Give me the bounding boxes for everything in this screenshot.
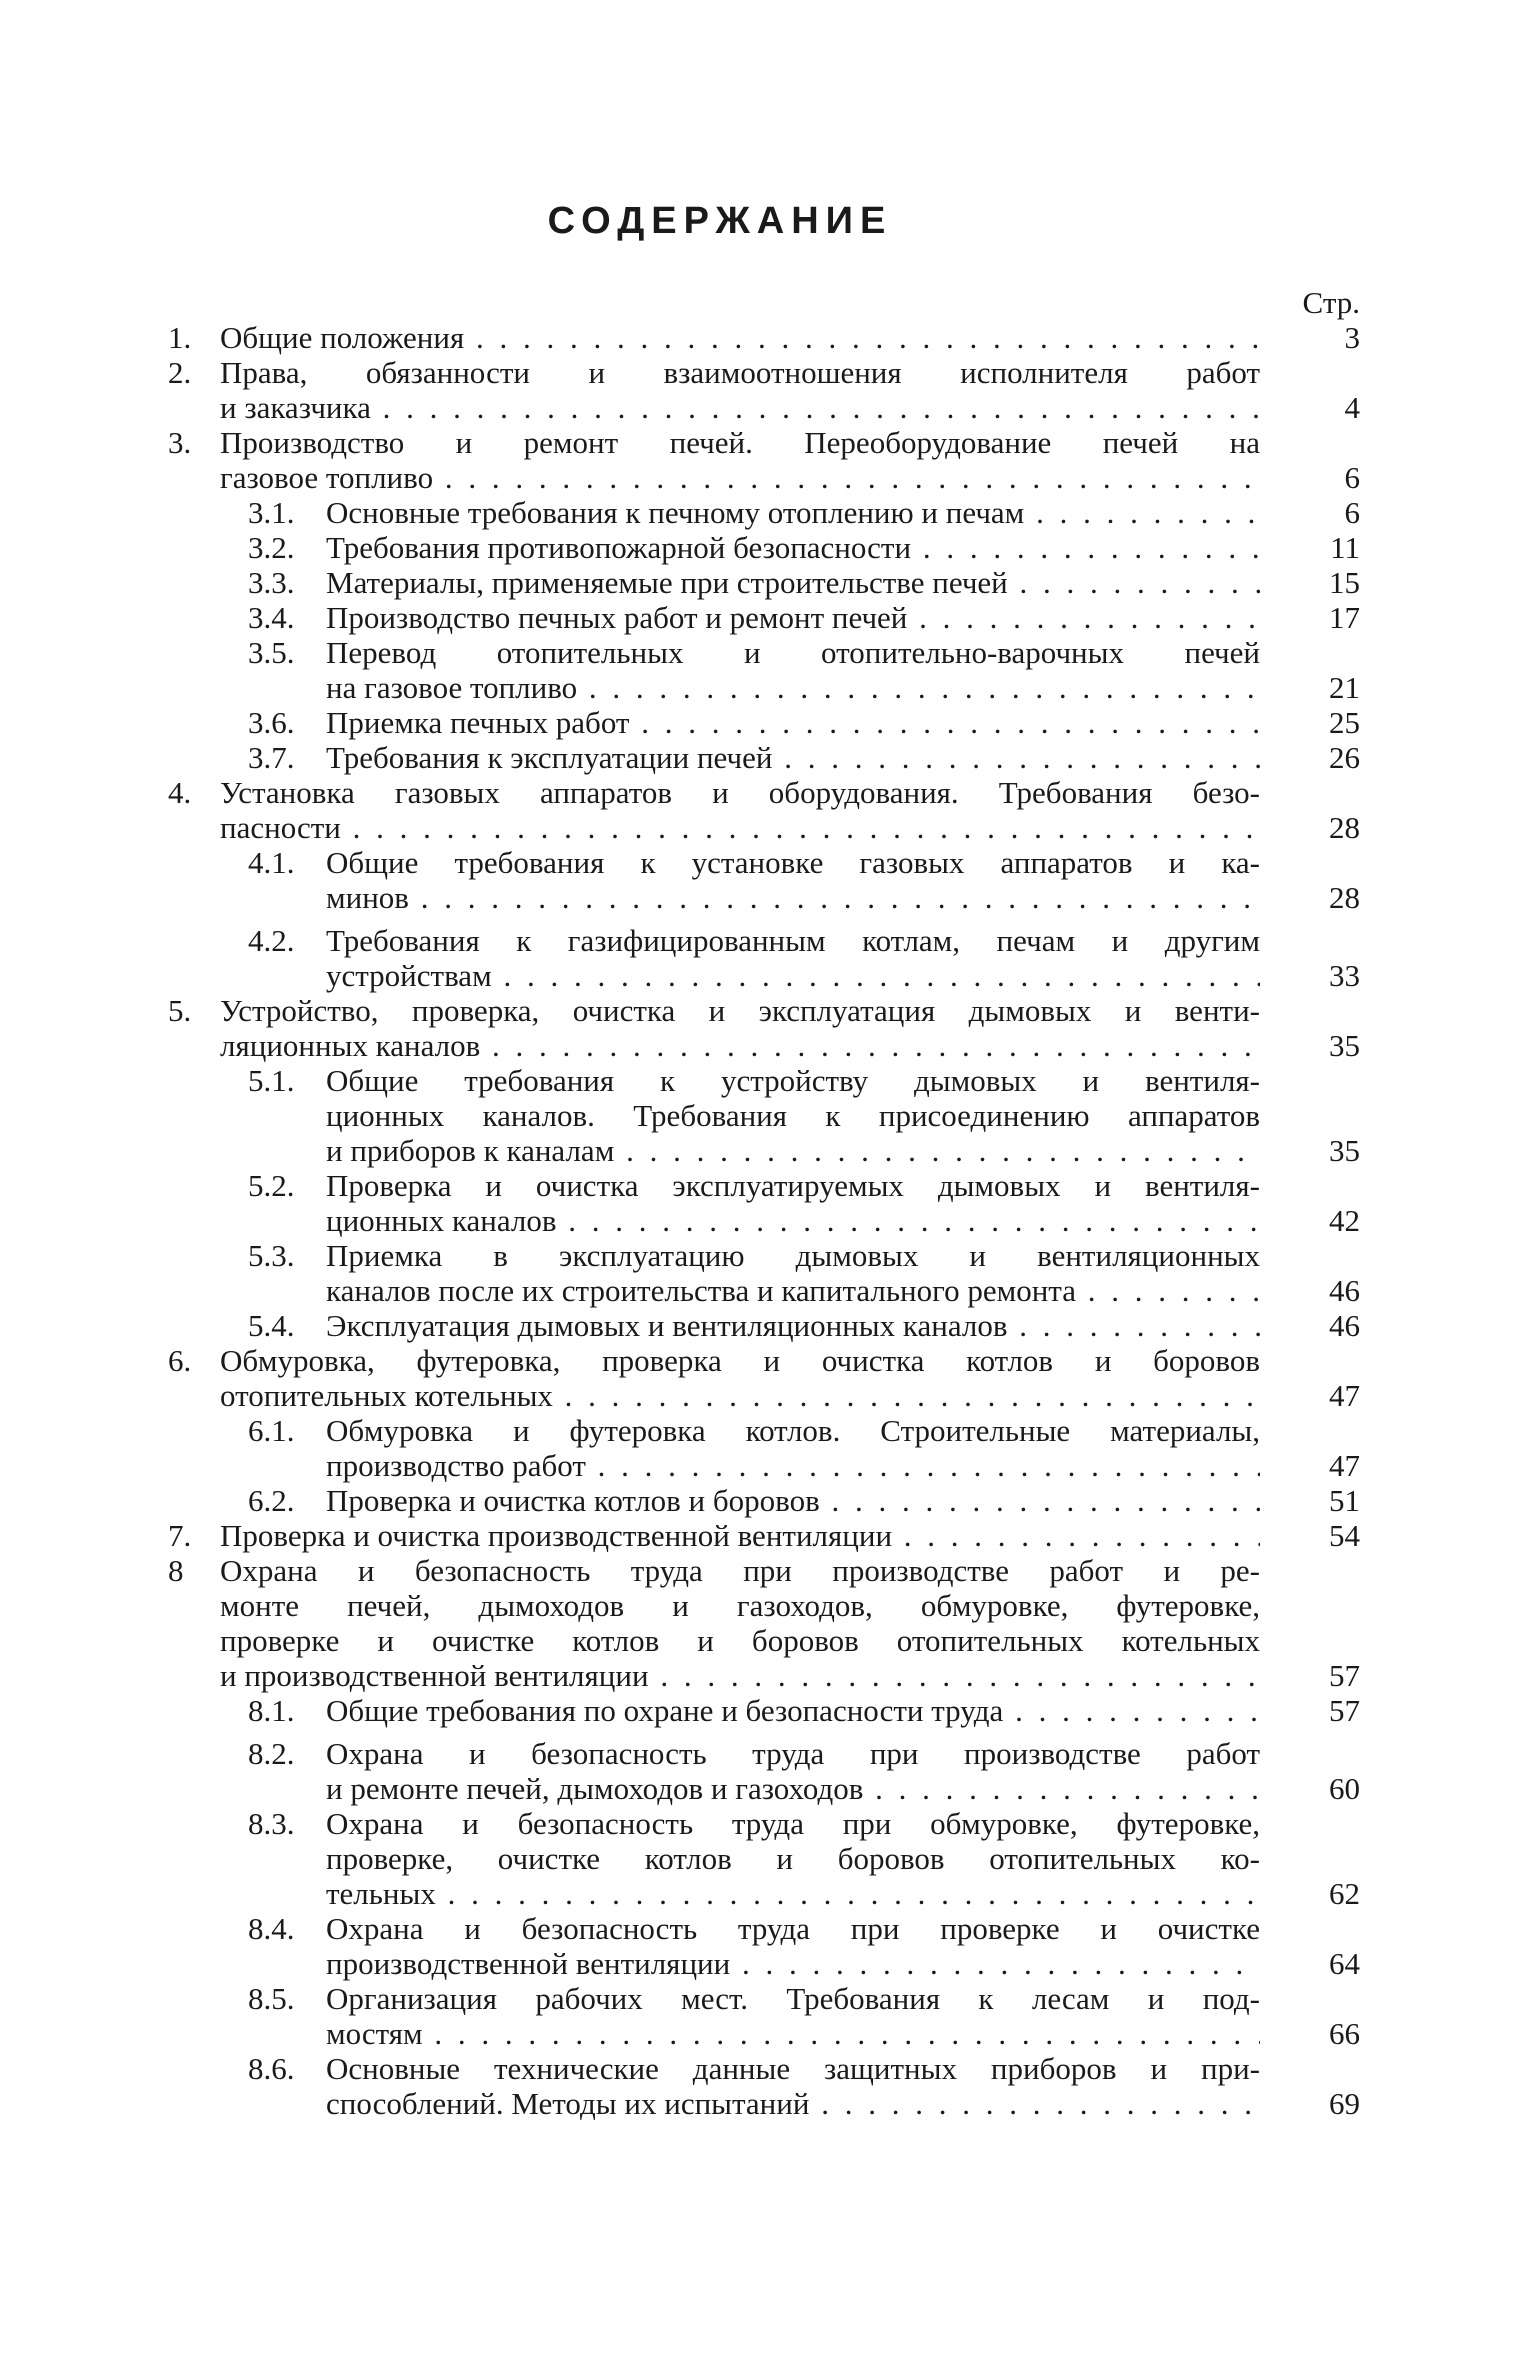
- toc-entry: [168, 1168, 1360, 1238]
- toc-entry: [168, 1736, 1360, 1806]
- toc-entry-line: Организация рабочих мест. Требования к лесам и под-: [326, 1981, 1260, 2016]
- toc-entry-number: 6.2.: [248, 1483, 295, 1518]
- toc-entry-page: 60: [1329, 1771, 1360, 1806]
- toc-entry-page: 26: [1329, 740, 1360, 775]
- toc-entry-page: 35: [1329, 1133, 1360, 1168]
- toc-entry: [168, 1911, 1360, 1981]
- toc-entry-number: 3.1.: [248, 495, 295, 530]
- toc-entry: [168, 1483, 1360, 1518]
- toc-entry-page: 28: [1329, 810, 1360, 845]
- toc-entry-line: Права, обязанности и взаимоотношения исполнителя работ: [220, 355, 1260, 390]
- toc-entry: [168, 1308, 1360, 1343]
- toc-list: [168, 320, 1360, 2121]
- toc-entry-number: 3.5.: [248, 635, 295, 670]
- toc-entry: [168, 530, 1360, 565]
- toc-entry-page: 15: [1329, 565, 1360, 600]
- toc-entry-page: 28: [1329, 880, 1360, 915]
- toc-entry: [168, 923, 1360, 993]
- toc-entry-line: Общие положения . . .: [220, 320, 1260, 355]
- toc-entry-line: минов . . .: [326, 880, 1260, 915]
- toc-entry-page: 25: [1329, 705, 1360, 740]
- toc-entry: [168, 320, 1360, 355]
- toc-entry-page: 66: [1329, 2016, 1360, 2051]
- toc-entry-line: Проверка и очистка производственной вентиляции . . .: [220, 1518, 1260, 1553]
- toc-entry-number: 8.5.: [248, 1981, 295, 2016]
- toc-entry: [168, 705, 1360, 740]
- toc-entry-number: 6.: [168, 1343, 192, 1378]
- toc-entry-page: 46: [1329, 1308, 1360, 1343]
- toc-entry-line: Общие требования к устройству дымовых и вентиля-: [326, 1063, 1260, 1098]
- toc-entry-number: 2.: [168, 355, 192, 390]
- toc-entry: [168, 1413, 1360, 1483]
- toc-entry: [168, 495, 1360, 530]
- toc-entry-line: Требования к эксплуатации печей . . .: [326, 740, 1260, 775]
- toc-entry-line: Требования к газифицированным котлам, печам и другим: [326, 923, 1260, 958]
- page-column-label: Стр.: [1302, 285, 1360, 320]
- toc-entry: [168, 425, 1360, 495]
- toc-entry: [168, 1981, 1360, 2051]
- toc-entry: [168, 1063, 1360, 1168]
- toc-entry-page: 64: [1329, 1946, 1360, 1981]
- toc-entry-number: 1.: [168, 320, 192, 355]
- toc-entry: [168, 1343, 1360, 1413]
- toc-entry-number: 3.6.: [248, 705, 295, 740]
- toc-entry-line: Требования противопожарной безопасности . . .: [326, 530, 1260, 565]
- toc-entry-line: отопительных котельных . . .: [220, 1378, 1260, 1413]
- toc-entry-line: проверке и очистке котлов и боровов отопительных котельных: [220, 1623, 1260, 1658]
- toc-entry-number: 8.6.: [248, 2051, 295, 2086]
- toc-entry-page: 62: [1329, 1876, 1360, 1911]
- toc-entry: [168, 565, 1360, 600]
- toc-entry-line: и ремонте печей, дымоходов и газоходов . . .: [326, 1771, 1260, 1806]
- toc-entry-line: Общие требования к установке газовых аппаратов и ка-: [326, 845, 1260, 880]
- toc-entry-line: производство работ . . .: [326, 1448, 1260, 1483]
- toc-entry: [168, 355, 1360, 425]
- toc-entry-page: 17: [1329, 600, 1360, 635]
- toc-entry-page: 54: [1329, 1518, 1360, 1553]
- toc-entry-line: тельных . . .: [326, 1876, 1260, 1911]
- toc-entry-line: монте печей, дымоходов и газоходов, обмуровке, футеровке,: [220, 1588, 1260, 1623]
- toc-entry: [168, 1806, 1360, 1911]
- toc-entry-page: 33: [1329, 958, 1360, 993]
- toc-entry-page: 57: [1329, 1693, 1360, 1728]
- toc-entry-line: ционных каналов. Требования к присоединению аппаратов: [326, 1098, 1260, 1133]
- toc-entry-page: 57: [1329, 1658, 1360, 1693]
- toc-entry-number: 6.1.: [248, 1413, 295, 1448]
- toc-entry: [168, 2051, 1360, 2121]
- toc-entry-page: 6: [1344, 460, 1360, 495]
- toc-entry-line: Производство и ремонт печей. Переоборудование печей на: [220, 425, 1260, 460]
- toc-entry: [168, 635, 1360, 705]
- toc-entry-number: 3.3.: [248, 565, 295, 600]
- toc-entry-number: 3.4.: [248, 600, 295, 635]
- toc-entry-number: 3.2.: [248, 530, 295, 565]
- toc-entry-line: Охрана и безопасность труда при обмуровке, футеровке,: [326, 1806, 1260, 1841]
- toc-entry-line: Устройство, проверка, очистка и эксплуатация дымовых и венти-: [220, 993, 1260, 1028]
- toc-entry-line: ляционных каналов . . .: [220, 1028, 1260, 1063]
- toc-entry: [168, 775, 1360, 845]
- toc-entry-number: 3.7.: [248, 740, 295, 775]
- toc-entry-line: ционных каналов . . .: [326, 1203, 1260, 1238]
- toc-entry-page: 51: [1329, 1483, 1360, 1518]
- toc-entry-line: и производственной вентиляции . . .: [220, 1658, 1260, 1693]
- toc-entry-page: 69: [1329, 2086, 1360, 2121]
- toc-entry-number: 5.2.: [248, 1168, 295, 1203]
- toc-entry-page: 21: [1329, 670, 1360, 705]
- toc-entry-line: пасности . . .: [220, 810, 1260, 845]
- toc-entry-number: 4.1.: [248, 845, 295, 880]
- toc-entry: [168, 1693, 1360, 1728]
- page-title: СОДЕРЖАНИЕ: [547, 200, 893, 242]
- toc-entry: [168, 1238, 1360, 1308]
- toc-entry-line: Приемка в эксплуатацию дымовых и вентиляционных: [326, 1238, 1260, 1273]
- toc-entry-number: 4.: [168, 775, 192, 810]
- toc-entry: [168, 600, 1360, 635]
- toc-entry-number: 8.4.: [248, 1911, 295, 1946]
- toc-entry: [168, 740, 1360, 775]
- toc-entry-line: и заказчика . . .: [220, 390, 1260, 425]
- toc-entry-page: 6: [1344, 495, 1360, 530]
- toc-entry-number: 5.4.: [248, 1308, 295, 1343]
- toc-entry-line: производственной вентиляции . . .: [326, 1946, 1260, 1981]
- toc-entry-line: Производство печных работ и ремонт печей . . .: [326, 600, 1260, 635]
- toc-entry-line: Приемка печных работ . . .: [326, 705, 1260, 740]
- toc-entry-number: 5.3.: [248, 1238, 295, 1273]
- toc-entry-number: 8.2.: [248, 1736, 295, 1771]
- toc-entry-page: 4: [1344, 390, 1360, 425]
- toc-entry-page: 35: [1329, 1028, 1360, 1063]
- toc-entry-page: 46: [1329, 1273, 1360, 1308]
- toc-entry-line: Охрана и безопасность труда при производстве работ и ре-: [220, 1553, 1260, 1588]
- toc-entry-page: 11: [1330, 530, 1360, 565]
- toc-entry: [168, 1518, 1360, 1553]
- toc-entry-line: каналов после их строительства и капитального ремонта . . .: [326, 1273, 1260, 1308]
- toc-entry: [168, 993, 1360, 1063]
- toc-entry-line: мостям . . .: [326, 2016, 1260, 2051]
- toc-entry-number: 4.2.: [248, 923, 295, 958]
- toc-entry-line: проверке, очистке котлов и боровов отопительных ко-: [326, 1841, 1260, 1876]
- toc-entry-line: устройствам . . .: [326, 958, 1260, 993]
- toc-entry-line: Установка газовых аппаратов и оборудования. Требования безо-: [220, 775, 1260, 810]
- toc-entry-line: Материалы, применяемые при строительстве печей . . .: [326, 565, 1260, 600]
- toc-entry-number: 5.1.: [248, 1063, 295, 1098]
- toc-entry-number: 8: [168, 1553, 184, 1588]
- toc-entry-line: Проверка и очистка котлов и боровов . . .: [326, 1483, 1260, 1518]
- toc-entry: [168, 1553, 1360, 1693]
- toc-entry-line: Обмуровка и футеровка котлов. Строительные материалы,: [326, 1413, 1260, 1448]
- toc-entry-line: способлений. Методы их испытаний . . .: [326, 2086, 1260, 2121]
- toc-entry-number: 8.3.: [248, 1806, 295, 1841]
- toc-entry-page: 3: [1344, 320, 1360, 355]
- toc-entry-line: Перевод отопительных и отопительно-варочных печей: [326, 635, 1260, 670]
- toc-entry-number: 7.: [168, 1518, 192, 1553]
- toc-entry-number: 8.1.: [248, 1693, 295, 1728]
- toc-entry-line: Основные требования к печному отоплению и печам . . .: [326, 495, 1260, 530]
- toc-entry-line: Охрана и безопасность труда при проверке и очистке: [326, 1911, 1260, 1946]
- toc-entry-page: 47: [1329, 1448, 1360, 1483]
- toc-entry-line: и приборов к каналам . . .: [326, 1133, 1260, 1168]
- toc-entry-line: Общие требования по охране и безопасности труда . . .: [326, 1693, 1260, 1728]
- toc-entry-page: 47: [1329, 1378, 1360, 1413]
- toc-entry-line: Охрана и безопасность труда при производстве работ: [326, 1736, 1260, 1771]
- toc-entry-line: Обмуровка, футеровка, проверка и очистка котлов и боровов: [220, 1343, 1260, 1378]
- toc-entry-line: Проверка и очистка эксплуатируемых дымовых и вентиля-: [326, 1168, 1260, 1203]
- toc-entry: [168, 845, 1360, 915]
- toc-entry-line: Эксплуатация дымовых и вентиляционных каналов . . .: [326, 1308, 1260, 1343]
- toc-entry-line: газовое топливо . . .: [220, 460, 1260, 495]
- toc-entry-page: 42: [1329, 1203, 1360, 1238]
- toc-entry-line: на газовое топливо . . .: [326, 670, 1260, 705]
- toc-entry-number: 3.: [168, 425, 192, 460]
- toc-entry-number: 5.: [168, 993, 192, 1028]
- toc-entry-line: Основные технические данные защитных приборов и при-: [326, 2051, 1260, 2086]
